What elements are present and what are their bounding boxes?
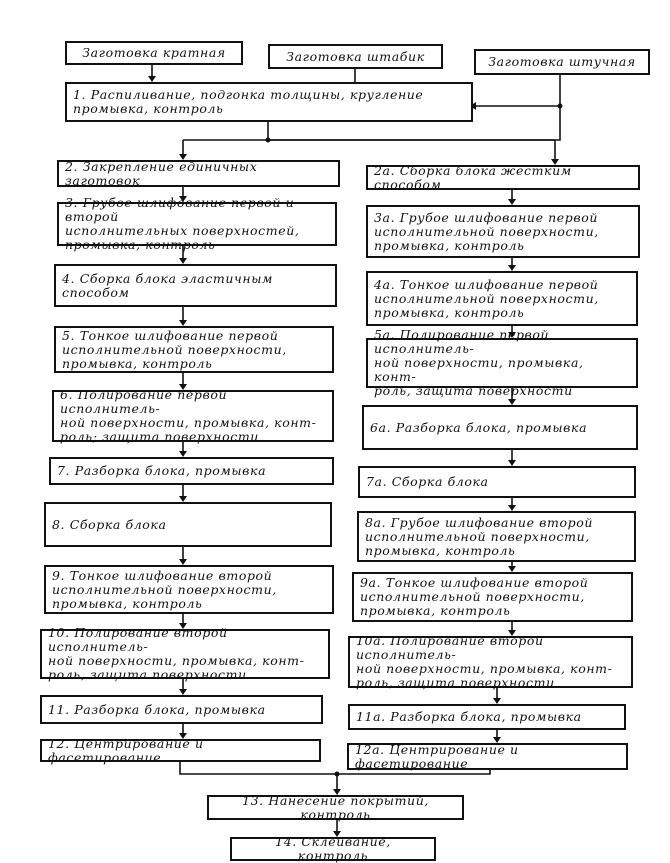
step-12a-label: 12а. Центрирование и фасетирование (355, 741, 519, 771)
step-11a-label: 11а. Разборка блока, промывка (356, 709, 582, 724)
step-2-label: 2. Закрепление единичных заготовок (65, 158, 258, 188)
step-10-label: 10. Полирование второй исполнитель- ной поверхности, промывка, конт- роль, защита поверхности (48, 625, 305, 682)
step-8-label: 8. Сборка блока (52, 516, 167, 532)
step-8a-box (357, 511, 636, 562)
step-12a-box (347, 743, 628, 770)
step-13-label: 13. Нанесение покрытий, контроль (242, 792, 429, 822)
step-7-box (49, 457, 334, 485)
step-12-box (40, 735, 321, 765)
step-3-label: 3. Грубое шлифование первой и второй исполнительных поверхностей, промывка, контроль (65, 195, 300, 252)
step-10-box (40, 625, 330, 682)
step-10a-box (348, 633, 633, 690)
step-8-box (44, 502, 332, 547)
step-2-box (57, 160, 340, 187)
step-11-box (40, 695, 323, 724)
step-5-box (54, 326, 334, 373)
step-2a-label: 2а. Сборка блока жестким способом (374, 162, 572, 192)
step-2a-box (366, 162, 640, 192)
step-9a-box (352, 572, 633, 622)
step-14-box (230, 834, 436, 863)
source-bar-blank (268, 44, 443, 69)
step-14-label: 14. Склеивание, контроль (275, 834, 391, 863)
step-6a-label: 6а. Разборка блока, промывка (370, 419, 588, 435)
step-4a-label: 4а. Тонкое шлифование первой исполнительной поверхности, промывка, контроль (374, 276, 599, 320)
step-9a-label: 9а. Тонкое шлифование второй исполнительной поверхности, промывка, контроль (360, 575, 589, 618)
step-9-box (44, 565, 334, 614)
step-3a-label: 3а. Грубое шлифование первой исполнительной поверхности, промывка, контроль (374, 209, 599, 253)
step-13-box (207, 792, 464, 822)
source-piece-blank (474, 49, 650, 75)
step-4-box (54, 264, 337, 307)
step-1-label: 1. Распиливание, подгонка толщины, кругление промывка, контроль (73, 87, 424, 116)
step-3a-box (366, 205, 640, 258)
step-5a-box (366, 327, 638, 398)
step-9-label: 9. Тонкое шлифование второй исполнительной поверхности, промывка, контроль (52, 567, 277, 611)
source-bar-label: Заготовка штабик (286, 48, 425, 64)
step-7a-box (358, 466, 636, 498)
step-7-label: 7. Разборка блока, промывка (57, 463, 267, 478)
step-6a-box (362, 405, 638, 450)
step-5a-label: 5а. Полирование первой исполнитель- ной поверхности, промывка, конт- роль, защита поверхности (374, 327, 584, 398)
step-4-label: 4. Сборка блока эластичным способом (62, 270, 273, 300)
step-11a-box (348, 704, 626, 730)
source-multiple-blank (65, 41, 243, 65)
source-multiple-label: Заготовка кратная (82, 45, 226, 60)
step-8a-label: 8а. Грубое шлифование второй исполнительной поверхности, промывка, контроль (365, 514, 593, 558)
step-3-box (57, 195, 337, 252)
step-10a-label: 10а. Полирование второй исполнитель- ной поверхности, промывка, конт- роль, защита поверхности (356, 633, 613, 690)
step-6-label: 6. Полирование первой исполнитель- ной поверхности, промывка, конт- роль; защита поверхности (60, 387, 317, 444)
step-5-label: 5. Тонкое шлифование первой исполнительной поверхности, промывка, контроль (62, 327, 287, 371)
step-1-box (65, 82, 473, 122)
step-11-label: 11. Разборка блока, промывка (48, 701, 266, 717)
step-4a-box (366, 271, 638, 326)
step-12-label: 12. Центрирование и фасетирование (48, 735, 204, 765)
step-6-box (52, 387, 334, 444)
connector-12a-merge (337, 770, 490, 774)
source-piece-label: Заготовка штучная (488, 54, 636, 69)
step-7a-label: 7а. Сборка блока (366, 474, 489, 489)
